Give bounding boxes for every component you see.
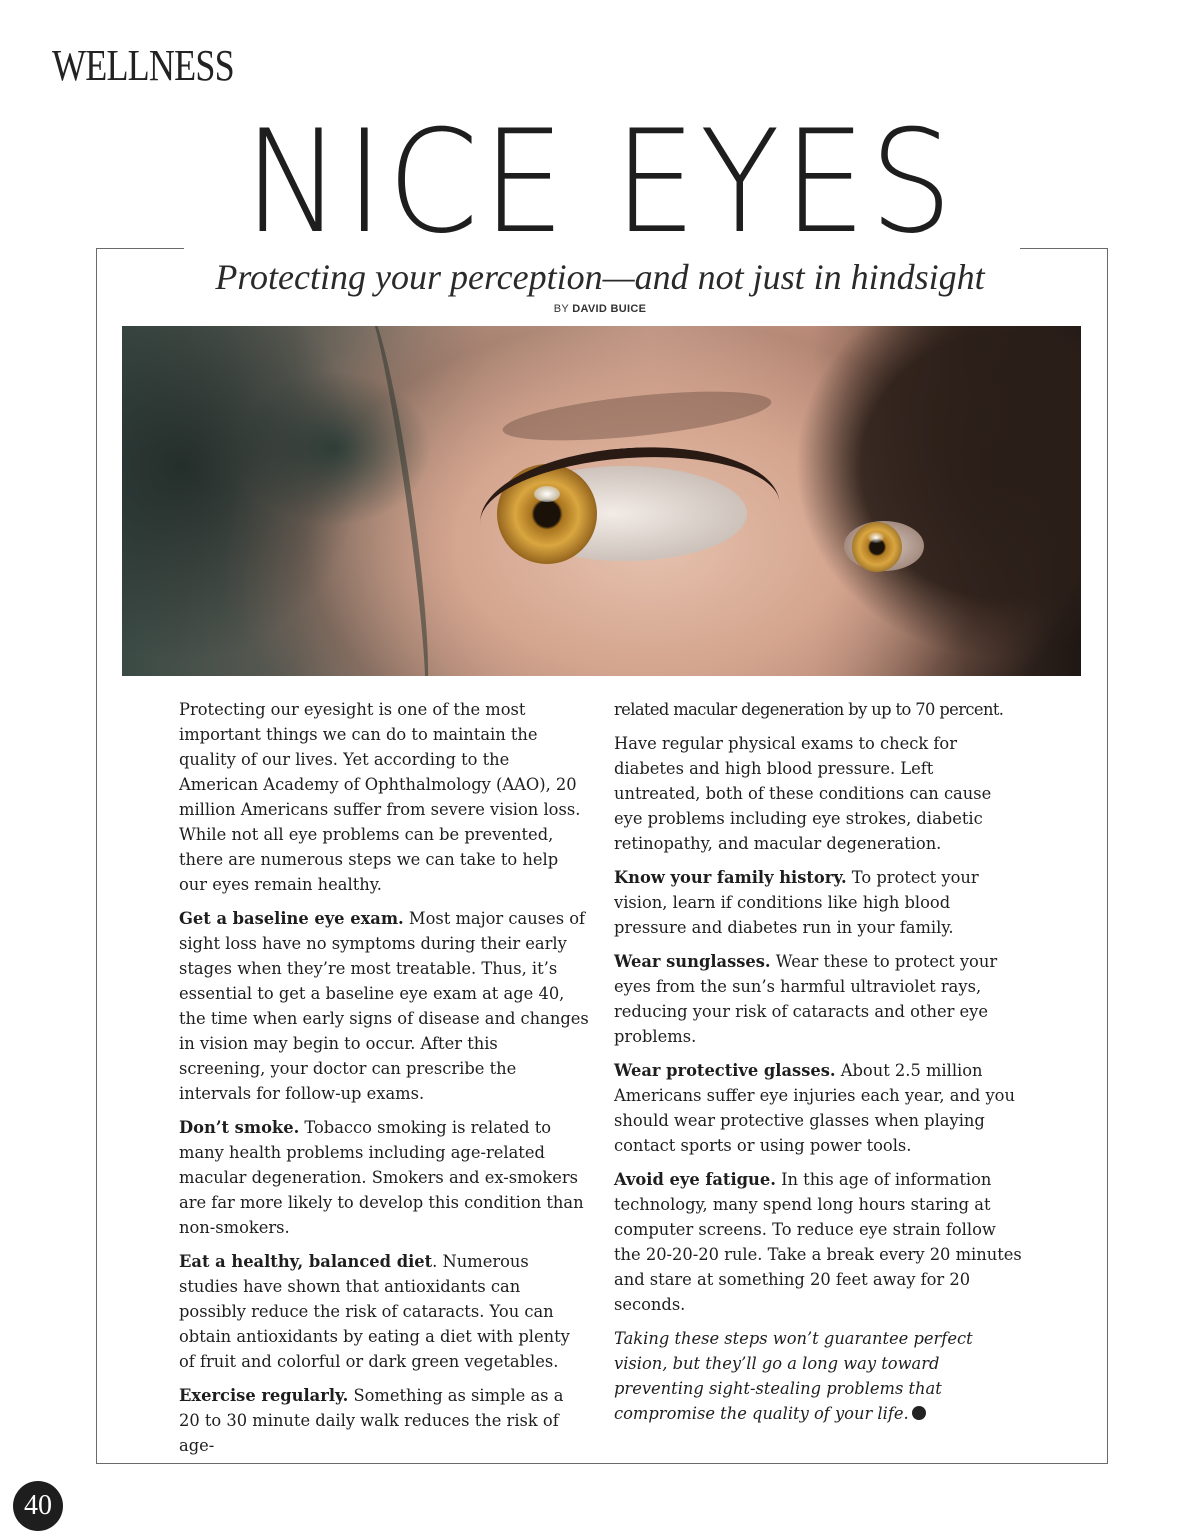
- continuation-text: related macular degeneration by up to 70 percent.: [614, 700, 1004, 719]
- tip-body: In this age of information technology, many spend long hours staring at computer screens. To reduce eye strain follow the 20-20-20 rule. Take a break every 20 minutes and stare at something 20 feet away for 20 seconds.: [614, 1170, 1022, 1314]
- article-subtitle: Protecting your perception—and not just in hindsight: [215, 257, 985, 297]
- eye-closeup-photo: [122, 326, 1081, 676]
- left-column: [179, 697, 589, 1467]
- photo-second-eye-glint: [868, 532, 884, 543]
- tip-dont-smoke: [179, 1115, 589, 1240]
- right-column: [614, 697, 1024, 1435]
- article-title: NICE EYES: [243, 100, 957, 265]
- frame-top-left-rule: [96, 248, 184, 249]
- tip-heading: Wear sunglasses.: [614, 952, 771, 971]
- photo-eyebrow: [501, 382, 774, 450]
- tip-heading: Know your family history.: [614, 868, 847, 887]
- tip-body: Wear these to protect your eyes from the sun’s harmful ultraviolet rays, reducing your risk of cataracts and other eye problems.: [614, 952, 998, 1046]
- tip-heading: Wear protective glasses.: [614, 1061, 836, 1080]
- closing-text: Taking these steps won’t guarantee perfect vision, but they’ll go a long way toward preventing sight-stealing problems that compromise the quality of your life.: [614, 1329, 973, 1423]
- photo-second-iris: [852, 522, 902, 572]
- tip-eye-fatigue: [614, 1167, 1024, 1317]
- tip-body: Something as simple as a 20 to 30 minute daily walk reduces the risk of age-: [179, 1386, 564, 1455]
- end-mark-icon: [912, 1406, 926, 1420]
- photo-eyelid: [476, 438, 784, 589]
- section-label: WELLNESS: [52, 41, 234, 90]
- closing-paragraph: [614, 1326, 1024, 1426]
- page-number: 40: [13, 1481, 63, 1531]
- frame-top-right-rule: [1020, 248, 1107, 249]
- intro-paragraph: Protecting our eyesight is one of the most important things we can do to maintain the quality of our lives. Yet according to the American Academy of Ophthalmology (AAO), 20 million Americans suffer from severe vision loss. While not all eye problems can be prevented, there are numerous steps we can take to help our eyes remain healthy.: [179, 700, 581, 894]
- tip-body: . Numerous studies have shown that antioxidants can possibly reduce the risk of cataracts. You can obtain antioxidants by eating a diet with plenty of fruit and colorful or dark green vegetables.: [179, 1252, 570, 1371]
- tip-family-history: [614, 865, 1024, 940]
- byline: [0, 303, 1200, 315]
- tip-heading: Get a baseline eye exam.: [179, 909, 404, 928]
- byline-prefix: BY: [553, 303, 573, 315]
- tip-body: About 2.5 million Americans suffer eye injuries each year, and you should wear protective glasses when playing contact sports or using power tools.: [614, 1061, 1015, 1155]
- tip-exercise: [179, 1383, 589, 1458]
- tip-heading: Avoid eye fatigue.: [614, 1170, 776, 1189]
- tip-sunglasses: [614, 949, 1024, 1049]
- physical-exams-paragraph: Have regular physical exams to check for diabetes and high blood pressure. Left untreated, both of these conditions can cause eye problems including eye strokes, diabetic retinopathy, and macular degeneration.: [614, 734, 992, 853]
- tip-protective-glasses: [614, 1058, 1024, 1158]
- tip-heading: Eat a healthy, balanced diet: [179, 1252, 433, 1271]
- tip-heading: Don’t smoke.: [179, 1118, 300, 1137]
- tip-baseline-exam: [179, 906, 589, 1106]
- tip-body: Tobacco smoking is related to many health problems including age-related macular degeneration. Smokers and ex-smokers are far more likely to develop this condition than non-smokers.: [179, 1118, 584, 1237]
- tip-body: Most major causes of sight loss have no symptoms during their early stages when they’re most treatable. Thus, it’s essential to get a baseline eye exam at age 40, the time when early signs of disease and changes in vision may begin to occur. After this screening, your doctor can prescribe the intervals for follow-up exams.: [179, 909, 589, 1103]
- tip-healthy-diet: [179, 1249, 589, 1374]
- byline-author: DAVID BUICE: [572, 303, 647, 315]
- tip-heading: Exercise regularly.: [179, 1386, 349, 1405]
- tip-body: To protect your vision, learn if conditions like high blood pressure and diabetes run in your family.: [614, 868, 979, 937]
